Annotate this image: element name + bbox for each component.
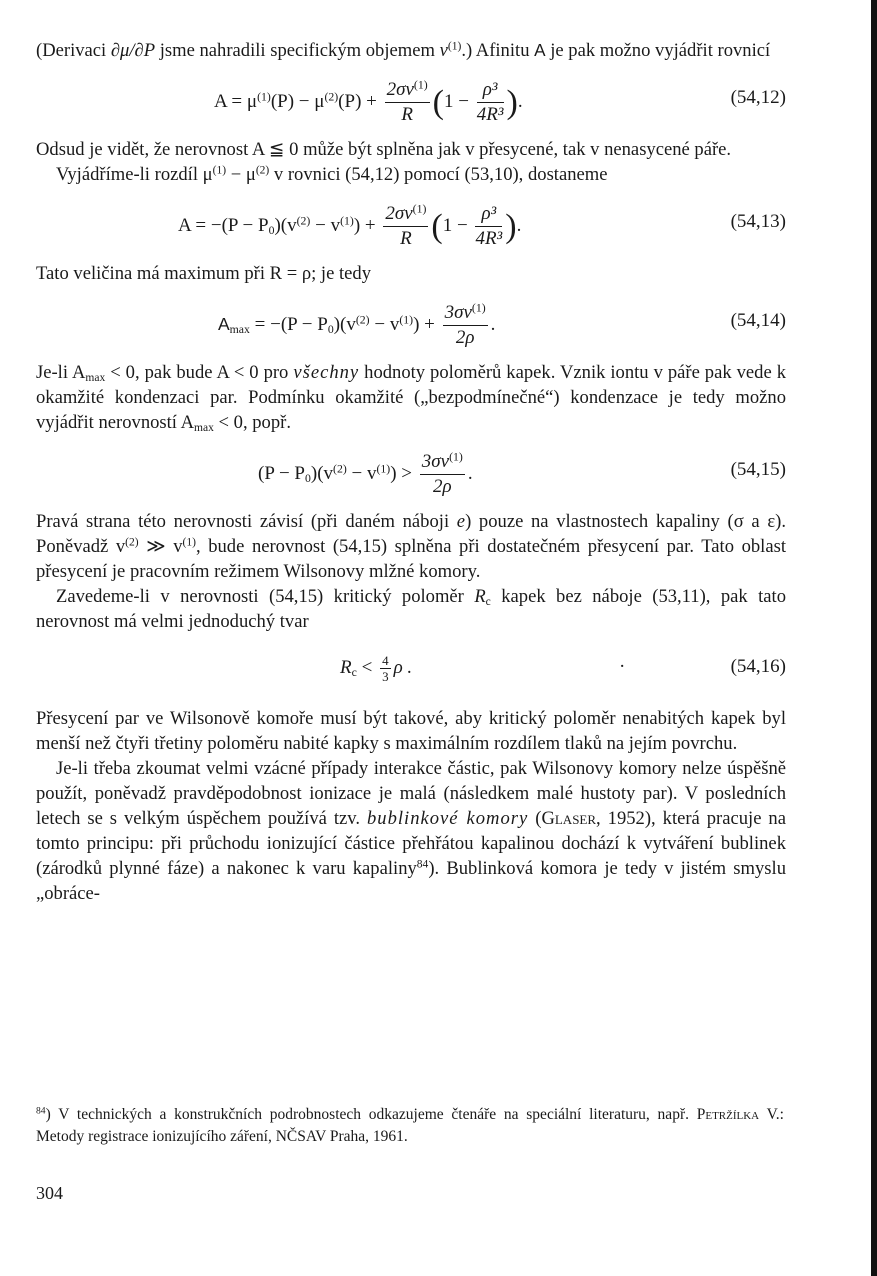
text: Zavedeme-li v nerovnosti (54,15) kritický poloměr [56, 586, 475, 607]
math-affinity: A [534, 41, 546, 60]
eq-text: A [218, 313, 230, 334]
frac-num: 3σv [421, 451, 450, 472]
paren-close: ) [505, 208, 517, 245]
eq-text: . [516, 214, 522, 236]
eq-text: ) + [413, 313, 435, 335]
equation-number: (54,13) [730, 211, 786, 232]
paragraph-7 [36, 584, 786, 634]
paren-open: ( [431, 208, 443, 245]
eq-sub: max [229, 322, 250, 336]
text: < 0, pak bude A < 0 pro [105, 362, 294, 383]
eq-sup: (1) [413, 78, 428, 92]
page-number: 304 [36, 1183, 63, 1203]
emphasis: všechny [293, 362, 360, 383]
eq-sup: (1) [399, 313, 414, 327]
footnote-ref: 84 [416, 858, 429, 871]
paren-close: ) [506, 84, 518, 121]
text: Je-li A [36, 362, 86, 383]
stray-dot: · [619, 656, 626, 677]
frac-num: 4 [382, 653, 389, 668]
paren-open: ( [432, 84, 444, 121]
equation-number: (54,14) [730, 310, 786, 331]
equation-number: (54,15) [730, 459, 786, 480]
fraction [383, 203, 428, 250]
eq-text: ) > [390, 462, 413, 484]
eq-sup: (2) [324, 90, 339, 104]
math-derivative: ∂μ/∂P [110, 40, 156, 61]
math-sup: (1) [447, 40, 462, 53]
text: hodnoty poloměrů kapek. Vznik iontu v páře pak vede k okamžité kondenzaci par. Podmínku okamžité („bezpodmínečné“) kondenzace je tedy možno vyjádřit nerovností A [36, 362, 786, 433]
equation-expression [218, 302, 495, 349]
eq-text: A = μ [214, 90, 258, 112]
eq-text: < [356, 656, 378, 678]
text: V.: Metody registrace ionizujícího záření, NČSAV Praha, 1961. [36, 1106, 784, 1145]
author-name: Petržílka [696, 1106, 760, 1123]
math-sup: (1) [182, 536, 196, 549]
text: ) V technických a konstrukčních podrobnostech odkazujeme čtenáře na speciální literaturu, např. [45, 1106, 697, 1123]
text: Pravá strana této nerovnosti závisí (při daném náboji [36, 511, 457, 532]
page-edge-line [871, 0, 877, 1276]
frac-num: 2σv [385, 203, 413, 224]
text: < 0, popř. [213, 412, 291, 433]
eq-sup: (2) [333, 462, 347, 476]
eq-sup: (2) [296, 214, 311, 228]
equation-expression [178, 203, 521, 250]
eq-text: . [467, 462, 473, 484]
eq-sup: (1) [471, 301, 486, 315]
equation-54-14 [36, 292, 786, 352]
text: , bude nerovnost (54,15) splněna při dostatečném přesycení par. Tato oblast přesycení je pracovním režimem Wilsonovy mlžné komory. [36, 536, 787, 582]
math-sup: (2) [255, 164, 270, 177]
equation-number: (54,16) [730, 656, 786, 677]
text: ≫ v [138, 536, 183, 557]
frac-den: R [400, 228, 412, 249]
text: v rovnici (54,12) pomocí (53,10), dostaneme [269, 164, 608, 185]
eq-sup: (2) [355, 313, 370, 327]
eq-sub: c [351, 665, 357, 679]
text: kapek bez náboje (53,11), pak tato nerovnost má velmi jednoduchý tvar [36, 586, 787, 632]
eq-text: − v [346, 462, 377, 484]
fraction [420, 451, 465, 498]
eq-text: . [490, 313, 496, 335]
math-R: R [474, 586, 486, 607]
eq-text: (P) + [338, 90, 377, 112]
eq-sup: (1) [257, 90, 271, 104]
frac-den: 3 [382, 669, 389, 684]
eq-sup: (1) [412, 202, 427, 216]
text: − μ [226, 164, 256, 185]
eq-text: R [340, 656, 352, 678]
fraction [443, 302, 488, 349]
math-sub: max [85, 371, 106, 384]
fraction [475, 203, 502, 250]
text: .) Afinitu [461, 40, 535, 61]
equation-54-12 [36, 69, 786, 129]
frac-num: 3σv [444, 302, 472, 323]
eq-text: (P) − μ [270, 90, 325, 112]
text: Je-li třeba zkoumat velmi vzácné případy interakce částic, pak Wilsonovy komory nelze úspěšně použít, poněvadž pravděpodobnost ionizace je malá (následkem malé hustoty par). V posledních letech se s velkým úspěchem používá tzv. [36, 758, 786, 829]
paragraph-4: Tato veličina má maximum při R = ρ; je tedy [36, 263, 371, 284]
frac-den: 4R³ [475, 228, 503, 249]
text: ) pouze na vlastnostech kapaliny (σ a ε). Poněvadž v [36, 511, 787, 557]
paragraph-9 [36, 756, 786, 906]
equation-expression [340, 654, 412, 683]
eq-text: 1 − [442, 214, 468, 236]
eq-text: = −(P − P [249, 313, 328, 335]
text: , 1952), která pracuje na tomto principu: při průchodu ionizující částice přehřátou kapalinou dochází k vytváření bublinek (zárodků plynné fáze) a nakonec k varu kapaliny [36, 808, 786, 879]
equation-expression [258, 451, 473, 498]
frac-num: ρ³ [482, 79, 498, 100]
frac-den: 4R³ [476, 104, 504, 125]
text: (Derivaci [36, 40, 111, 61]
eq-text: − v [369, 313, 400, 335]
eq-text: A = −(P − P [178, 214, 269, 236]
math-sub: max [194, 421, 214, 434]
text: je pak možno vyjádřit rovnicí [545, 40, 771, 61]
eq-text: ρ . [393, 656, 413, 678]
equation-54-13 [36, 193, 786, 253]
equation-54-16 [36, 648, 786, 688]
eq-text: 1 − [443, 90, 469, 112]
eq-text: . [517, 90, 523, 112]
equation-number: (54,12) [730, 87, 786, 108]
eq-text: (P − P [258, 462, 305, 484]
text: ( [528, 808, 542, 829]
frac-num: 2σv [386, 79, 414, 100]
paragraph-6 [36, 509, 786, 584]
fraction [380, 654, 391, 683]
equation-expression [214, 79, 523, 126]
math-e: e [456, 511, 466, 532]
eq-sub: 0 [304, 471, 311, 485]
author-name: Glaser [541, 808, 597, 829]
text: ). Bublinková komora je tedy v jistém smyslu „obráce- [36, 858, 786, 904]
math-sup: (1) [212, 164, 227, 177]
paragraph-5 [36, 360, 786, 435]
equation-54-15 [36, 441, 786, 501]
eq-sup: (1) [376, 462, 391, 476]
eq-text: − v [310, 214, 341, 236]
frac-den: 2ρ [432, 476, 452, 497]
paragraph-1 [36, 38, 786, 63]
eq-sub: 0 [327, 322, 334, 336]
text: jsme nahradili specifickým objemem [155, 40, 440, 61]
paragraph-3 [36, 162, 786, 187]
eq-sub: 0 [268, 223, 275, 237]
emphasis: bublinkové komory [366, 808, 529, 829]
frac-den: R [401, 104, 413, 125]
fraction [385, 79, 430, 126]
eq-sup: (1) [340, 214, 354, 228]
eq-text: ) + [353, 214, 376, 236]
footnote-mark: 84 [36, 1105, 46, 1117]
eq-text: )(v [274, 214, 297, 236]
footnote [36, 1104, 784, 1148]
fraction [477, 79, 504, 126]
eq-sup: (1) [449, 450, 463, 464]
page-body [36, 38, 786, 906]
math-v: v [439, 40, 448, 61]
math-sup: (2) [125, 536, 139, 549]
math-sub: c [485, 595, 491, 608]
frac-den: 2ρ [455, 327, 475, 348]
eq-text: )(v [310, 462, 334, 484]
frac-num: ρ³ [481, 203, 497, 224]
eq-text: )(v [333, 313, 356, 335]
paragraph-8: Přesycení par ve Wilsonově komoře musí být takové, aby kritický poloměr nenabitých kapek byl menší než čtyři třetiny poloměru nabité kapky s maximálním rozdílem tlaků na jejím povrchu. [36, 708, 786, 754]
paragraph-2: Odsud je vidět, že nerovnost A ≦ 0 může být splněna jak v přesycené, tak v nenasycené páře. [36, 139, 732, 160]
text: Vyjádříme-li rozdíl μ [56, 164, 213, 185]
